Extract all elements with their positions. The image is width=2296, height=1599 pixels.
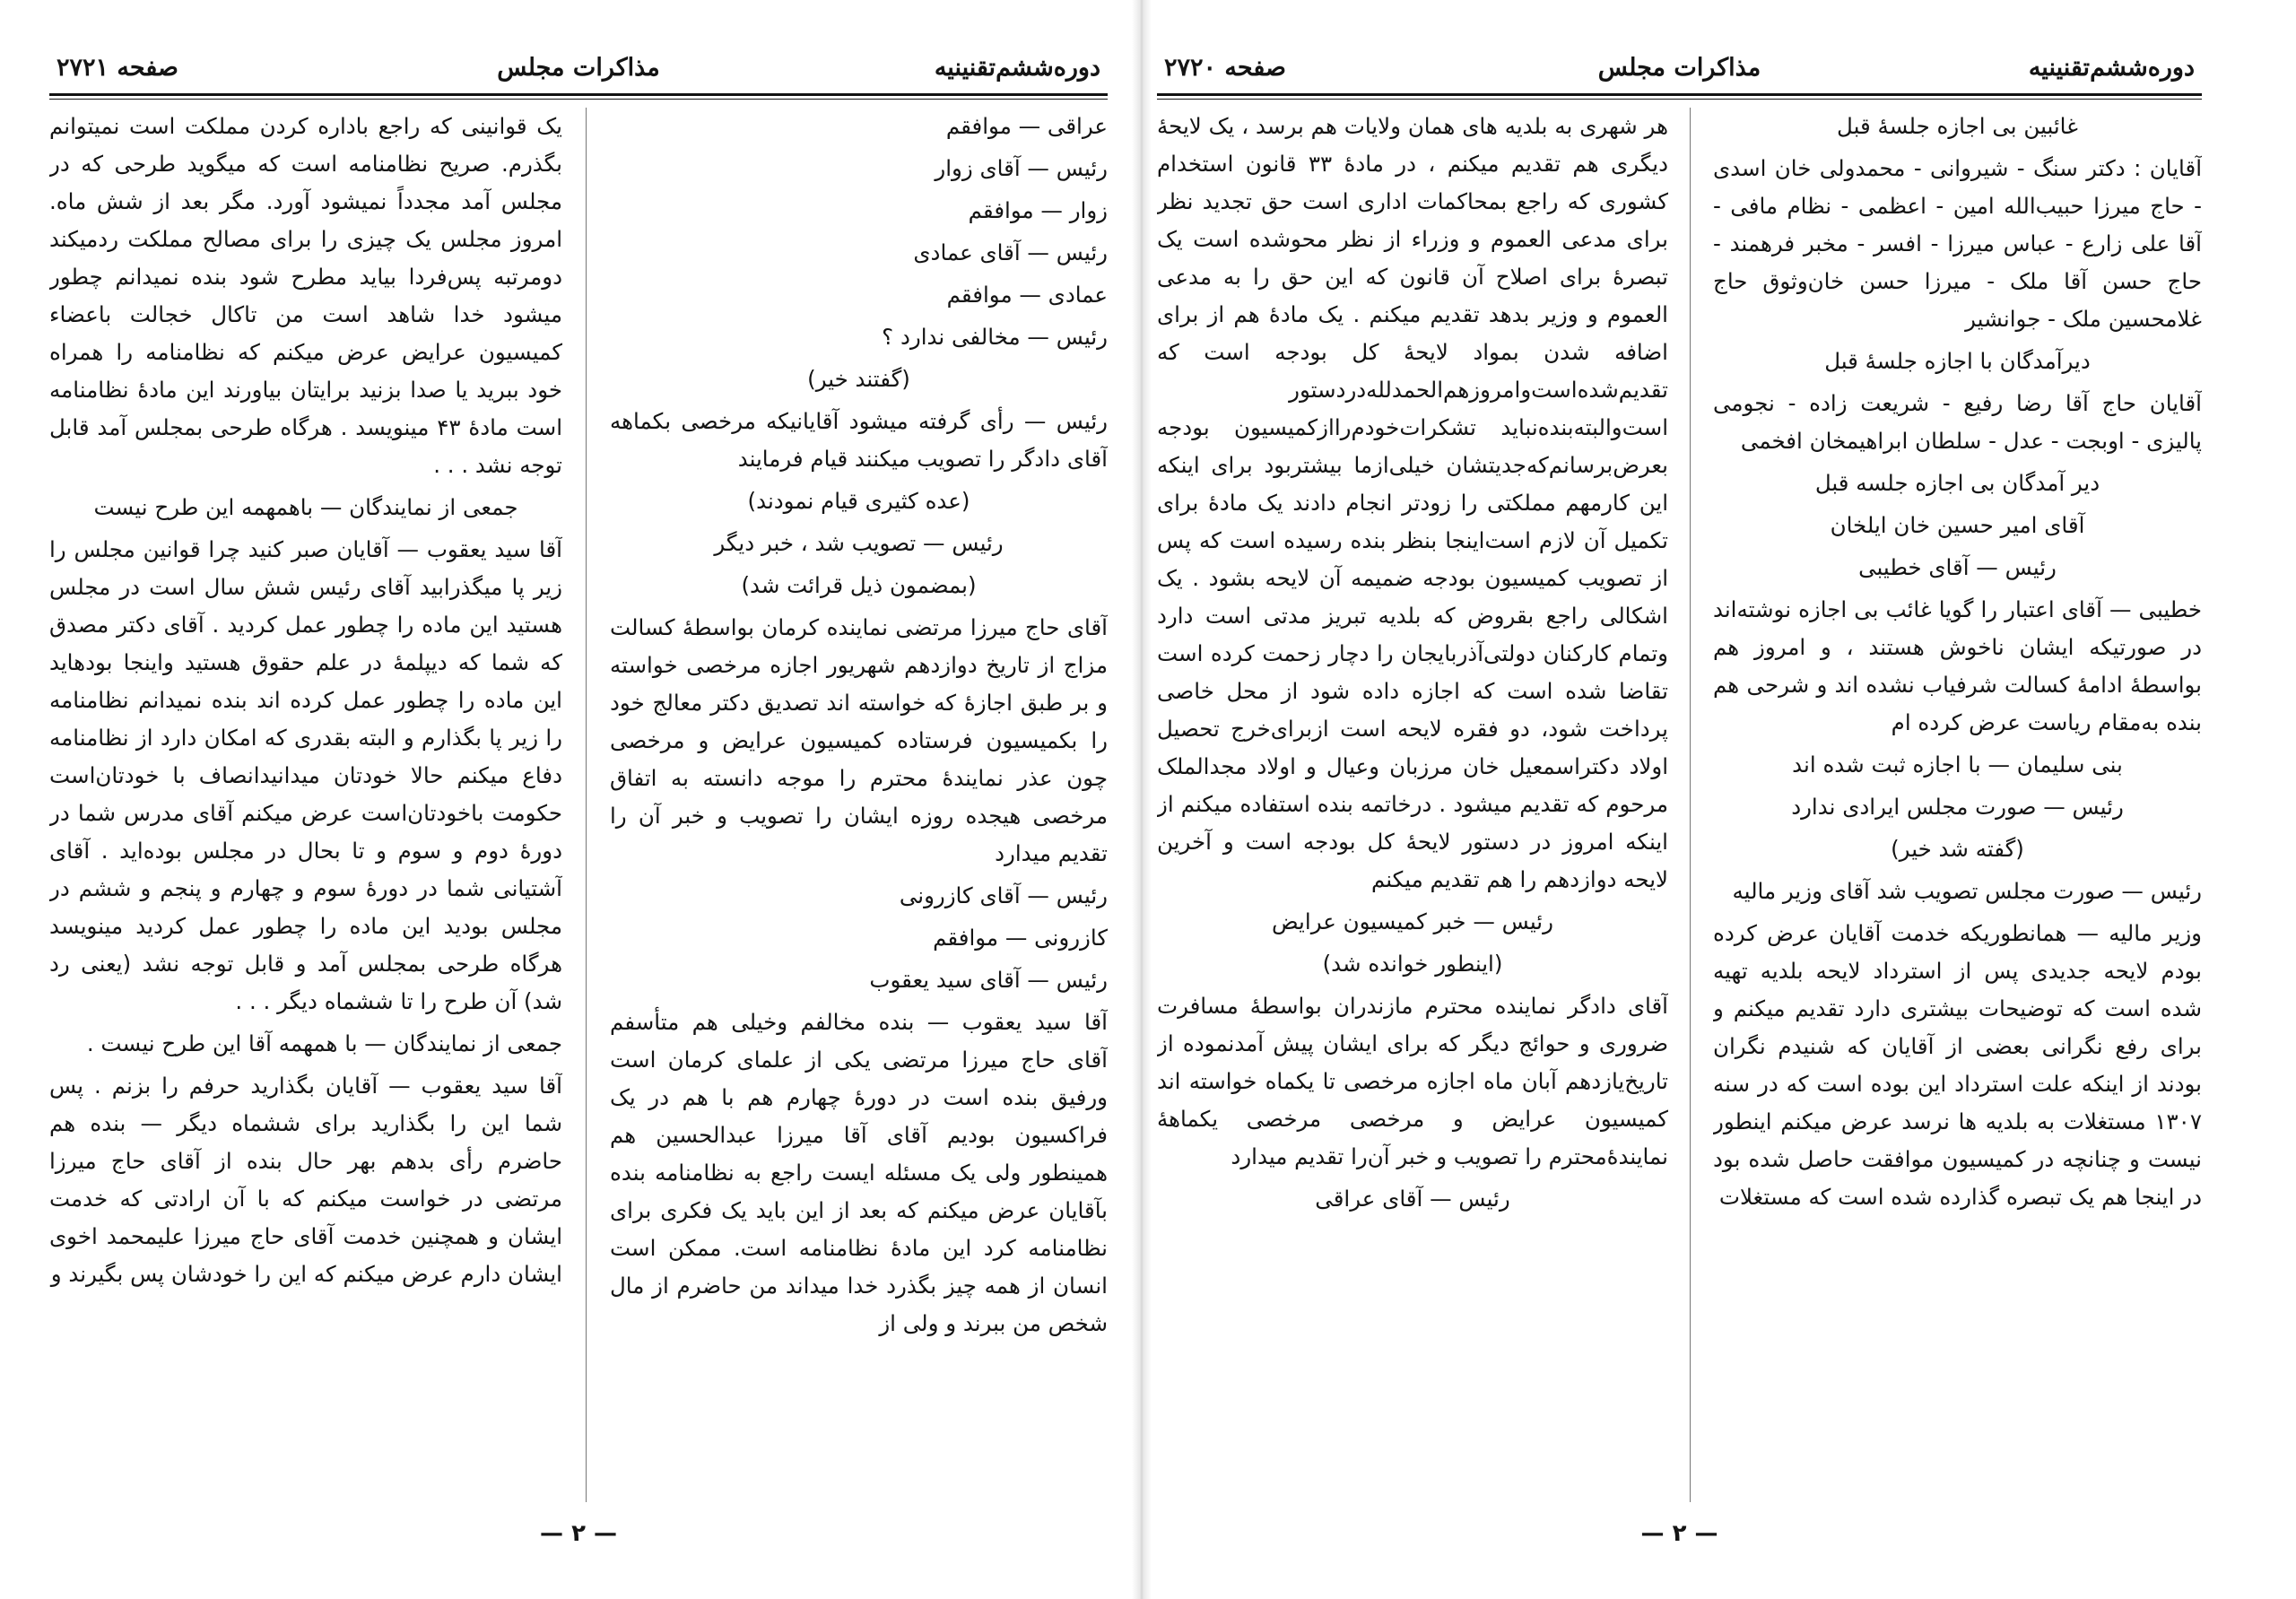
paragraph: آقایان : دکتر سنگ - شیروانی - محمدولی خان اسدی - حاج میرزا حبیب‌الله امین - اعظمی - نظام مافی - آقا علی زارع - عباس میرزا - افسر - مخبر فرهمند - حاج حسن آقا ملک - میرزا حسن خان‌وثوق حاج غلامحسین ملک - جوانشیر xyxy=(1713,155,2202,332)
paragraph: رئیس — آقای زوار xyxy=(935,155,1108,181)
paragraph: هر شهری به بلدیه های همان ولایات هم برسد ، یک لایحهٔ دیگری هم تقدیم میکنم ، در مادهٔ ۳۳ قانون استخدام کشوری که راجع بمحاکمات اداری است حق تجدید نظر برای مدعی العموم و وزراء از نظر محوشده است یک تبصرهٔ برای اصلاح آن قانون که این حق را به مدعی العموم و وزیر بدهد تقدیم میکنم . یک مادهٔ هم از برای اضافه شدن بمواد لایحهٔ کل بودجه است که تقدیم‌شده‌است‌وامروزهم‌الحمدلله‌دردستور است‌والبته‌بنده‌نباید تشکرات‌خودم‌راازکمیسیون بودجه بعرض‌برسانم‌که‌جدیتشان خیلی‌از‌ما بیشتربود برای اینکه این کارمهم مملکتی را زودتر انجام دادند یک مادهٔ برای تکمیل آن لازم است‌اینجا بنظر بنده رسیده است که پس از تصویب کمیسیون بودجه ضمیمه آن لایحه بشود . یک اشکالی راجع بقروض که بلدیه تبریز مدتی است دارد وتمام کارکنان دولتی‌آذربایجان را دچار زحمت کرده است تقاضا شده است که اجازه داده شود از محل خاصی پرداخت شود، دو فقره لایحه است از‌برای‌خرج تحصیل اولاد دکتراسمعیل خان مرزبان وعیال و اولاد مجدالملک مرحوم که تقدیم میشود . درخاتمه بنده استفاده میکنم از اینکه امروز در دستور لایحهٔ کل بودجه است و آخرین لایحه دوازدهم را هم تقدیم میکنم xyxy=(1157,113,1668,892)
column-divider xyxy=(586,108,587,1502)
paragraph: رئیس — تصویب شد ، خبر دیگر xyxy=(714,530,1004,556)
paragraph: رئیس — رأی گرفته میشود آقایانیکه مرخصی بکماهه آقای دادگر را تصویب میکنند قیام فرمایند xyxy=(610,408,1108,472)
paragraph: (بمضمون ذیل قرائت شد) xyxy=(741,572,977,598)
page-header xyxy=(1157,47,2202,95)
header-rule xyxy=(49,93,1108,96)
paragraph: عمادی — موافقم xyxy=(946,282,1108,308)
column-left xyxy=(49,108,562,1507)
paragraph: کازرونی — موافقم xyxy=(933,925,1108,951)
paragraph: رئیس — آقای عراقی xyxy=(1315,1186,1510,1212)
paragraph: آقای حاج میرزا مرتضی نماینده کرمان بواسطهٔ کسالت مزاج از تاریخ دوازدهم شهریور اجازه مرخصی خواسته و بر طبق اجازهٔ که خواسته اند تصدیق دکتر معالج خود را بکمیسیون فرستاده کمیسیون عرایض و مرخصی چون عذر نمایندهٔ محترم را موجه دانسته به اتفاق مرخصی هیجده روزه ایشان را تصویب و خبر آن را تقدیم میدارد xyxy=(610,614,1108,866)
header-title: مذاکرات مجلس xyxy=(497,54,660,82)
column-right xyxy=(610,108,1108,1507)
header-page-number: صفحه ۲۷۲۱ xyxy=(57,54,178,82)
paragraph: دیر آمدگان بی اجازه جلسه قبل xyxy=(1814,470,2100,496)
paragraph: بنی سلیمان — با اجازه ثبت شده اند xyxy=(1792,752,2123,778)
paragraph: رئیس — آقای عمادی xyxy=(913,239,1108,265)
paragraph: جمعی از نمایندگان — با همهمه آقا این طرح نیست . xyxy=(86,1030,562,1056)
paragraph: آقا سید یعقوب — آقایان صبر کنید چرا قوانین مجلس را زیر پا میگذرابید آقای رئیس شش سال است در مجلس هستید این ماده را چطور عمل کردید . آقای دکتر مصدق که شما که دیپلمهٔ در علم حقوق هستید واینجا بودهاید این ماده را چطور عمل کرده اند بنده نمیدانم نظامنامه را زیر پا بگذارم و البته بقدری که امکان دارد از نظامنامه دفاع میکنم حالا خودتان میدانیدانصاف با خودتان‌است حکومت باخودتان‌است عرض میکنم آقای مدرس شما در دورهٔ دوم و سوم و تا بحال در مجلس بوده‌اید . آقای آشتیانی شما در دورهٔ سوم و چهارم و پنجم و ششم در مجلس بودید این ماده را چطور عمل کردید مینویسد هرگاه طرحی بمجلس آمد و قابل توجه نشد (یعنی رد شد) آن طرح را تا ششماه دیگر . . . xyxy=(49,536,562,1014)
page-header xyxy=(49,47,1108,95)
header-page-number: صفحه ۲۷۲۰ xyxy=(1164,54,1286,82)
paragraph: عراقی — موافقم xyxy=(945,113,1108,139)
paragraph: غائبین بی اجازه جلسهٔ قبل xyxy=(1837,113,2078,139)
column-divider xyxy=(1690,108,1691,1502)
paragraph: رئیس — آقای کازرونی xyxy=(899,882,1108,908)
paragraph: دیرآمدگان با اجازه جلسهٔ قبل xyxy=(1824,348,2091,374)
paragraph: خطیبی — آقای اعتبار را گویا غائب بی اجازه نوشته‌اند در صورتیکه ایشان ناخوش هستند ، و امروز هم بواسطهٔ ادامهٔ کسالت شرفیاب نشده اند و شرحی هم بنده به‌مقام ریاست عرض کرده ام xyxy=(1713,596,2202,735)
column-left xyxy=(1157,108,1668,1507)
paragraph: (گفته شد خیر) xyxy=(1891,836,2024,862)
paragraph: رئیس — مخالفی ندارد ؟ xyxy=(882,324,1108,350)
paragraph: زوار — موافقم xyxy=(968,197,1108,223)
paragraph: آقایان حاج آقا رضا رفیع - شریعت زاده - نجومی پالیزی - اوبجت - عدل - سلطان ابراهیمخان افخمی xyxy=(1713,390,2202,454)
paragraph: رئیس — آقای سید یعقوب xyxy=(869,967,1108,993)
paragraph: آقا سید یعقوب — بنده مخالفم وخیلی هم متأسفم آقای حاج میرزا مرتضی یکی از علمای کرمان است ورفیق بنده است در دورهٔ چهارم هم با هم در یک فراکسیون بودیم آقای آقا میرزا عبدالحسین هم همینطور ولی یک مسئله ایست راجع به نظامنامه بنده بآقایان عرض میکنم که بعد از این باید یک فکری برای نظامنامه کرد این مادهٔ نظامنامه است. ممکن است انسان از همه چیز بگذرد خدا میداند من حاضرم از مال شخص من ببرند و ولی از xyxy=(610,1009,1108,1336)
paragraph: آقا سید یعقوب — آقایان بگذارید حرفم را بزنم . پس شما این را بگذارید برای ششماه دیگر — بنده هم حاضرم رأی بدهم بهر حال بنده از آقای حاج میرزا مرتضی در خواست میکنم که با آن ارادتی که خدمت ایشان و همچنین خدمت آقای حاج میرزا علیمحمد اخوی ایشان دارم عرض میکنم که این را خودشان پس بگیرند و xyxy=(49,1073,562,1287)
paragraph: رئیس — صورت مجلس تصویب شد آقای وزیر مالیه xyxy=(1732,878,2202,904)
paragraph: یک قوانینی که راجع باداره کردن مملکت است نمیتوانم بگذرم. صریح نظامنامه است که میگوید طرحی که در مجلس آمد مجدداً نمیشود آورد. مگر بعد از شش ماه. امروز مجلس یک چیزی را برای مصالح مملکت ردمیکند دومرتبه پس‌فردا بیاید مطرح شود بنده نمیدانم چطور میشود خدا شاهد است من تاکال خجالت باعضاء کمیسیون عرایض عرض میکنم که نظامنامه را همراه خود ببرید یا صدا بزنید برایتان بیاورند این مادهٔ نظامنامه است مادهٔ ۴۳ مینویسد . هرگاه طرحی بمجلس آمد قابل توجه نشد . . . xyxy=(49,113,562,478)
header-session: دوره‌ششم‌تقنینیه xyxy=(2028,54,2195,82)
header-session: دوره‌ششم‌تقنینیه xyxy=(934,54,1100,82)
paragraph: (اینطور خوانده شد) xyxy=(1322,951,1503,977)
column-right xyxy=(1713,108,2202,1507)
page-2721 xyxy=(49,0,1108,1599)
header-rule-thin xyxy=(1157,99,2202,100)
paragraph: وزیر مالیه — همانطوریکه خدمت آقایان عرض کرده بودم لایحه جدیدی پس از استرداد لایحه بلدیه تهیه شده است که توضیحات بیشتری دارد تقدیم میکنم و برای رفع نگرانی بعضی از آقایان که شنیدم نگران بودند از اینکه علت استرداد این بوده است که در سنه ۱۳۰۷ مستغلات به بلدیه ها نرسد عرض میکنم اینطور نیست و چنانچه در کمیسیون موافقت حاصل شده بود در اینجا هم یک تبصره گذارده شده است که مستغلات xyxy=(1713,920,2202,1210)
paragraph: آقای امیر حسین خان ایلخان xyxy=(1830,512,2085,538)
page-2720 xyxy=(1157,0,2202,1599)
paragraph: (عده کثیری قیام نمودند) xyxy=(747,488,970,514)
paragraph: رئیس — خبر کمیسیون عرایض xyxy=(1272,908,1553,934)
header-rule xyxy=(1157,93,2202,96)
page-folio: — ۲ — xyxy=(1640,1520,1718,1547)
header-rule-thin xyxy=(49,99,1108,100)
paragraph: آقای دادگر نماینده محترم مازندران بواسطهٔ مسافرت ضروری و حوائج دیگر که برای ایشان پیش آمدنموده از تاریخ‌یازدهم آبان ماه اجازه مرخصی تا یکماه خواسته اند کمیسیون عرایض و مرخصی مرخصی یکماههٔ نمایندهٔ‌محترم را تصویب و خبر آن‌را تقدیم میدارد xyxy=(1157,993,1668,1169)
page-folio: — ۲ — xyxy=(540,1520,617,1547)
book-gutter xyxy=(1132,0,1152,1599)
paragraph: رئیس — آقای خطیبی xyxy=(1858,554,2057,580)
paragraph: رئیس — صورت مجلس ایرادی ندارد xyxy=(1791,794,2124,820)
header-title: مذاکرات مجلس xyxy=(1597,54,1761,82)
paragraph: جمعی از نمایندگان — باهمهمه این طرح نیست xyxy=(93,494,518,520)
paragraph: (گفتند خیر) xyxy=(807,366,910,392)
